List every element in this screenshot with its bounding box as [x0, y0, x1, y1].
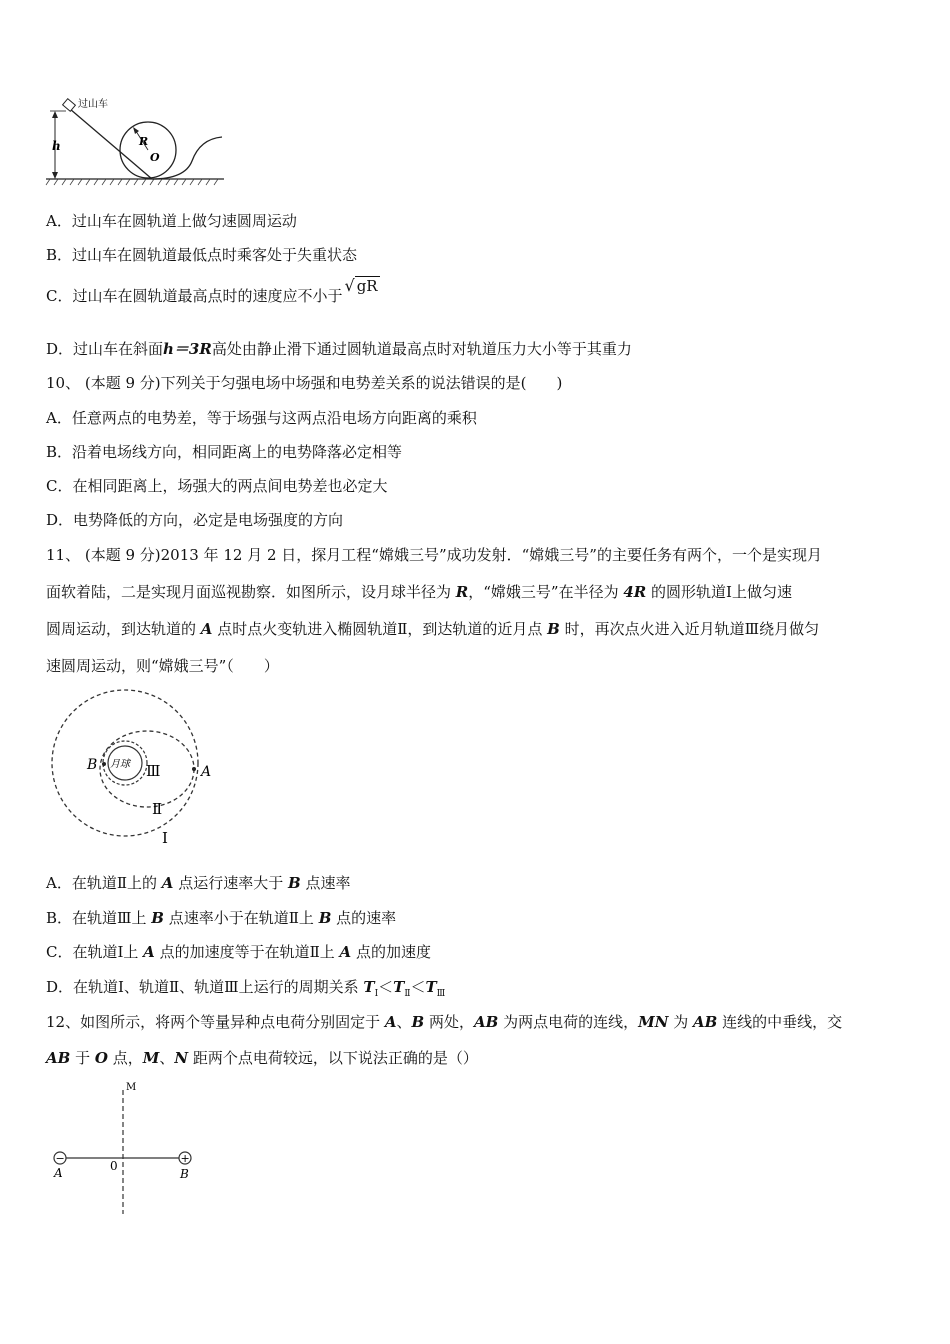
sqrt-formula: √ gR: [344, 276, 378, 295]
orbit-ii-label: Ⅱ: [152, 800, 163, 818]
o-point-label: 0: [110, 1159, 118, 1173]
q11-stem-line2: 面软着陆，二是实现月面巡视勘察．如图所示，设月球半径为 R，“嫦娥三号”在半径为 4R 的圆形轨道Ⅰ上做匀速: [46, 583, 792, 601]
car-icon: [63, 99, 76, 112]
q10-option-c: C．在相同距离上，场强大的两点间电势差也必定大: [46, 477, 388, 495]
q9-option-a: A．过山车在圆轨道上做匀速圆周运动: [46, 212, 297, 230]
q12-stem-line1: 12、如图所示，将两个等量异种点电荷分别固定于 A、B 两处，AB 为两点电荷的连线，MN 为 AB 连线的中垂线，交: [46, 1013, 843, 1031]
q11-stem-line1: 11、 (本题 9 分)2013 年 12 月 2 日，探月工程“嫦娥三号”成功发射．“嫦娥三号”的主要任务有两个，一个是实现月: [46, 546, 822, 564]
q11-stem-line3: 圆周运动，到达轨道的 A 点时点火变轨进入椭圆轨道Ⅱ，到达轨道的近月点 B 时，再次点火进入近月轨道Ⅲ绕月做匀: [46, 620, 820, 638]
b-point-label: B: [180, 1167, 189, 1181]
q9-option-b: B．过山车在圆轨道最低点时乘客处于失重状态: [46, 246, 358, 264]
point-a-label: A: [201, 764, 212, 780]
q12-stem-line2: AB 于 O 点，M、N 距两个点电荷较远，以下说法正确的是（）: [46, 1049, 478, 1067]
o-label: O: [150, 151, 160, 164]
charges-figure: [44, 1078, 204, 1218]
orbit-i-label: Ⅰ: [162, 829, 168, 847]
q9-option-c: C．过山车在圆轨道最高点时的速度应不小于√ gR: [46, 276, 378, 305]
q10-stem: 10、 (本题 9 分)下列关于匀强电场中场强和电势差关系的说法错误的是( ): [46, 374, 563, 392]
orbit-iii-label: Ⅲ: [146, 762, 161, 780]
q11-stem-line4: 速圆周运动，则“嫦娥三号”（ ）: [46, 657, 279, 675]
moon-label: 月球: [110, 759, 130, 770]
h-label: h: [52, 139, 61, 153]
q9-option-d: D．过山车在斜面h＝3R高处由静止滑下通过圆轨道最高点时对轨道压力大小等于其重力: [46, 340, 632, 358]
minus-charge-icon: −: [55, 1152, 65, 1165]
r-label: R: [139, 135, 149, 148]
a-point-label: A: [54, 1166, 63, 1180]
orbit-figure: [44, 688, 224, 848]
q10-option-a: A．任意两点的电势差，等于场强与这两点沿电场方向距离的乘积: [46, 409, 477, 427]
q11-option-d: D．在轨道Ⅰ、轨道Ⅱ、轨道Ⅲ上运行的周期关系 $T_Ⅰ<T_Ⅱ<T_Ⅲ$: [46, 978, 446, 999]
m-label: M: [126, 1082, 137, 1093]
point-b-label: B: [87, 757, 98, 773]
q11-option-a: A．在轨道Ⅱ上的 A 点运行速率大于 B 点速率: [46, 874, 351, 892]
roller-coaster-figure: [40, 95, 230, 190]
car-label: 过山车: [78, 99, 108, 110]
q11-option-b: B．在轨道Ⅲ上 B 点速率小于在轨道Ⅱ上 B 点的速率: [46, 909, 397, 927]
q10-option-b: B．沿着电场线方向，相同距离上的电势降落必定相等: [46, 443, 403, 461]
plus-charge-icon: +: [180, 1152, 190, 1165]
q10-option-d: D．电势降低的方向，必定是电场强度的方向: [46, 511, 344, 529]
q11-option-c: C．在轨道Ⅰ上 A 点的加速度等于在轨道Ⅱ上 A 点的加速度: [46, 943, 431, 961]
